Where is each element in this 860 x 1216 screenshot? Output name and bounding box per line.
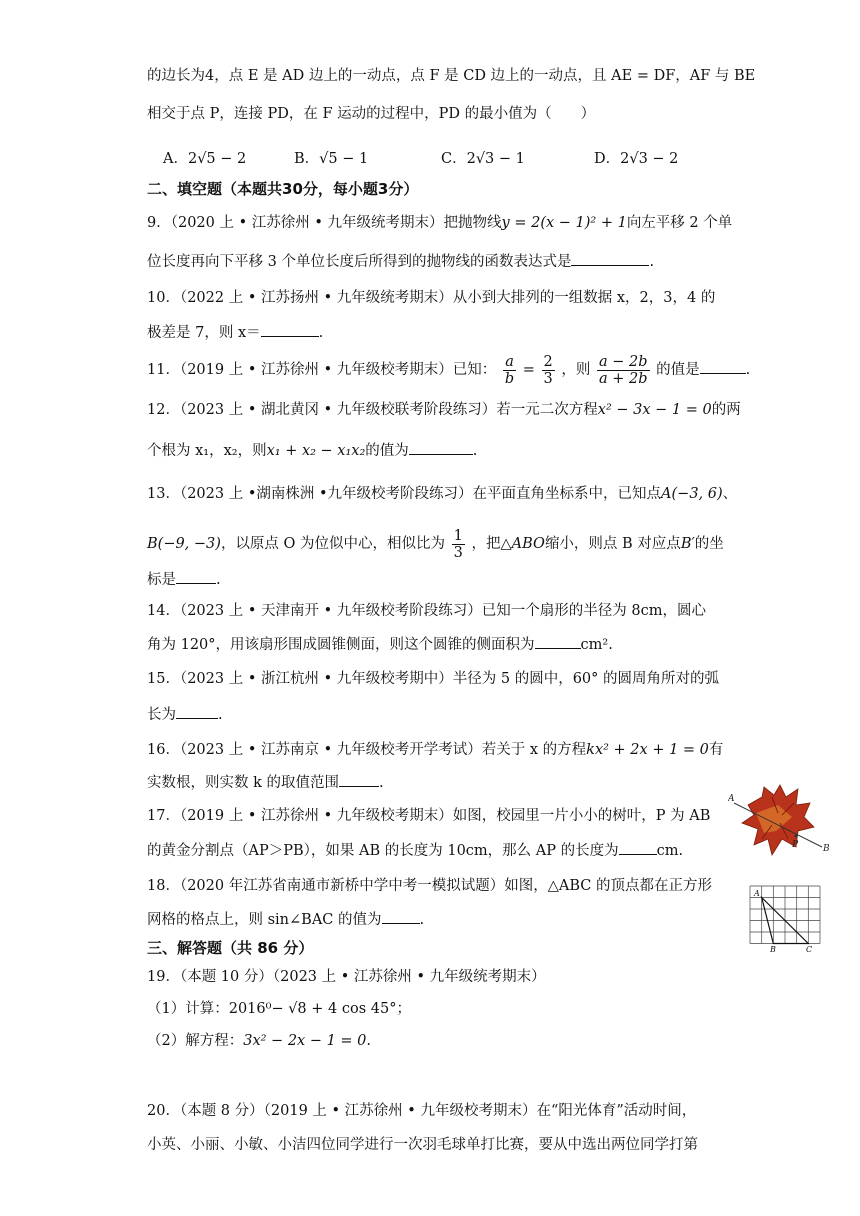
q19-part-2-label: （2）解方程： (147, 1033, 244, 1049)
maple-leaf-icon (742, 785, 814, 855)
q13-ratio-num: 1 (453, 527, 463, 544)
q8-option-a: A．2√5 − 2 (163, 151, 247, 167)
grid-figure (748, 884, 822, 954)
q16-text-b: 有 (708, 742, 724, 758)
q13-line-3 (147, 569, 221, 590)
q15-answer-blank[interactable] (176, 704, 218, 719)
label-p: P (792, 840, 799, 850)
section-3-title: 三、解答题（共 86 分） (147, 939, 314, 957)
q19-part-1: （1）计算：2016⁰− √8 + 4 cos 45°； (147, 1001, 411, 1017)
q10-line-1: 10．（2022 上 • 江苏扬州 • 九年级统考期末）从小到大排列的一组数据 x，2，3，4 的 (147, 290, 716, 306)
q9-text-a: 9．（2020 上 • 江苏徐州 • 九年级统考期末）把抛物线 (147, 215, 502, 231)
q18-end: . (419, 912, 425, 928)
q14-answer-blank[interactable] (535, 634, 581, 649)
q12-end: . (472, 443, 478, 459)
q10-text: 极差是 7，则 x＝ (147, 325, 261, 341)
q11-f1-den: b (504, 370, 515, 387)
q11-text-a: 11．（2019 上 • 江苏徐州 • 九年级校考期末）已知： (147, 362, 497, 378)
q12-text-a: 12．（2023 上 • 湖北黄冈 • 九年级校联考阶段练习）若一元二次方程 (147, 402, 598, 418)
q12-text-c: 个根为 x₁，x₂，则 (147, 443, 267, 459)
point-p-marker (795, 835, 798, 838)
q19-title: 19．（本题 10 分）（2023 上 • 江苏徐州 • 九年级统考期末） (147, 969, 546, 985)
q20-line-2: 小英、小丽、小敏、小洁四位同学进行一次羽毛球单打比赛，要从中选出两位同学打第 (147, 1137, 698, 1153)
q13-line-2 (147, 526, 724, 562)
q11-text-c: 的值是 (656, 362, 700, 378)
q18-line-1: 18．（2020 年江苏省南通市新桥中学中考一模拟试题）如图，△ABC 的顶点都在正方形 (147, 878, 712, 894)
q11-end: . (745, 362, 751, 378)
q13-end: . (216, 572, 221, 588)
q9-line-2 (147, 251, 654, 272)
q11-text-b: ，则 (561, 362, 591, 378)
q17-unit: cm. (656, 843, 684, 859)
q19-part-2 (147, 1031, 371, 1051)
q18-line-2 (147, 909, 424, 930)
q10-end: . (318, 325, 324, 341)
label-b: B (823, 844, 830, 854)
q13-ratio-fraction (452, 528, 465, 561)
q15-text: 长为 (147, 707, 176, 723)
q16-text-a: 16．（2023 上 • 江苏南京 • 九年级校考开学考试）若关于 x 的方程 (147, 742, 587, 758)
grid-label-a: A (754, 889, 760, 898)
q14-text: 角为 120°，用该扇形围成圆锥侧面，则这个圆锥的侧面积为 (147, 637, 535, 653)
q11-line (147, 352, 750, 388)
q16-line-2 (147, 772, 384, 793)
q11-f1-num: a (503, 354, 516, 371)
q12-line-1 (147, 400, 741, 420)
q13-answer-blank[interactable] (176, 569, 216, 584)
q9-text-c: 位长度再向下平移 3 个单位长度后所得到的抛物线的函数表达式是 (147, 254, 572, 270)
q10-answer-blank[interactable] (261, 322, 319, 337)
q9-equation: y = 2(x − 1)² + 1 (501, 215, 627, 231)
square-grid (750, 886, 820, 944)
q14-unit: cm². (580, 637, 613, 653)
q15-line-1: 15．（2023 上 • 浙江杭州 • 九年级校考期中）半径为 5 的圆中，60° 的圆周角所对的弧 (147, 671, 720, 687)
q13-text-b: ，以原点 O 为位似中心，相似比为 (220, 536, 446, 552)
q17-text: 的黄金分割点（AP＞PB），如果 AB 的长度为 10cm，那么 AP 的长度为 (147, 843, 619, 859)
q13-text-f: 标是 (147, 572, 176, 588)
q13-b-prime: B′ (680, 536, 695, 552)
q12-text-b: 的两 (711, 402, 741, 418)
q11-fraction-23 (542, 354, 555, 387)
section-2-title: 二、填空题（本题共30分，每小题3分） (147, 180, 419, 198)
q14-line-1: 14．（2023 上 • 天津南开 • 九年级校考阶段练习）已知一个扇形的半径为 8cm，圆心 (147, 603, 706, 619)
q13-point-a: A(−3, 6) (661, 486, 723, 502)
q13-text-d: 缩小，则点 B 对应点 (544, 536, 681, 552)
q11-f2-num: 2 (543, 353, 553, 370)
q15-end: . (218, 707, 223, 723)
q17-answer-blank[interactable] (619, 840, 657, 855)
q13-separator: 、 (722, 486, 738, 502)
q8-option-d: D．2√3 − 2 (594, 151, 679, 167)
q11-equals: = (522, 362, 535, 378)
q16-line-1 (147, 740, 723, 760)
label-a: A (728, 794, 735, 804)
q12-equation: x² − 3x − 1 = 0 (597, 402, 712, 418)
q10-line-2 (147, 322, 323, 343)
q16-text-c: 实数根，则实数 k 的取值范围 (147, 775, 340, 791)
q11-f3-num: a − 2b (599, 353, 648, 370)
q18-answer-blank[interactable] (382, 909, 420, 924)
q13-triangle: △ABO (500, 536, 545, 552)
q8-line-2: 相交于点 P，连接 PD，在 F 运动的过程中，PD 的最小值为（ ） (147, 106, 596, 122)
leaf-figure (728, 783, 832, 865)
q16-end: . (379, 775, 384, 791)
grid-label-c: C (806, 945, 813, 954)
q14-line-2 (147, 634, 613, 655)
q20-line-1: 20．（本题 8 分）（2019 上 • 江苏徐州 • 九年级校考期末）在“阳光体育”活动时间， (147, 1103, 697, 1119)
q9-line-1 (147, 213, 732, 233)
q12-line-2 (147, 440, 477, 461)
q8-option-b: B．√5 − 1 (294, 151, 369, 167)
q11-fraction-expr (597, 354, 650, 387)
q13-text-a: 13．（2023 上 •湖南株洲 •九年级校考阶段练习）在平面直角坐标系中，已知点 (147, 486, 662, 502)
q19-equation: 3x² − 2x − 1 = 0 (243, 1033, 367, 1049)
q17-line-2 (147, 840, 683, 861)
q13-line-1 (147, 484, 737, 504)
q15-line-2 (147, 704, 223, 725)
q17-line-1: 17．（2019 上 • 江苏徐州 • 九年级校考期末）如图，校园里一片小小的树叶，P 为 AB (147, 808, 711, 824)
q12-answer-blank[interactable] (409, 440, 473, 455)
q11-fraction-ab (503, 354, 516, 387)
q12-expression: x₁ + x₂ − x₁x₂ (266, 443, 366, 459)
q8-line-1: 的边长为4，点 E 是 AD 边上的一动点，点 F 是 CD 边上的一动点，且 AE = DF，AF 与 BE (147, 68, 756, 84)
q13-text-c: ，把 (471, 536, 501, 552)
q19-part-2-end: . (366, 1033, 372, 1049)
q9-end: . (649, 254, 655, 270)
q13-ratio-den: 3 (453, 544, 463, 561)
q9-answer-blank[interactable] (571, 251, 649, 266)
q12-text-d: 的值为 (365, 443, 409, 459)
q16-answer-blank[interactable] (339, 772, 379, 787)
q8-option-c: C．2√3 − 1 (441, 151, 525, 167)
q18-text: 网格的格点上，则 sin∠BAC 的值为 (147, 912, 382, 928)
q9-text-b: 向左平移 2 个单 (626, 215, 733, 231)
q11-answer-blank[interactable] (700, 359, 746, 374)
q16-equation: kx² + 2x + 1 = 0 (586, 742, 709, 758)
q13-text-e: 的坐 (694, 536, 724, 552)
q11-f3-den: a + 2b (599, 370, 648, 387)
q13-point-b: B(−9, −3) (147, 536, 221, 552)
q11-f2-den: 3 (543, 370, 553, 387)
grid-label-b: B (770, 945, 776, 954)
